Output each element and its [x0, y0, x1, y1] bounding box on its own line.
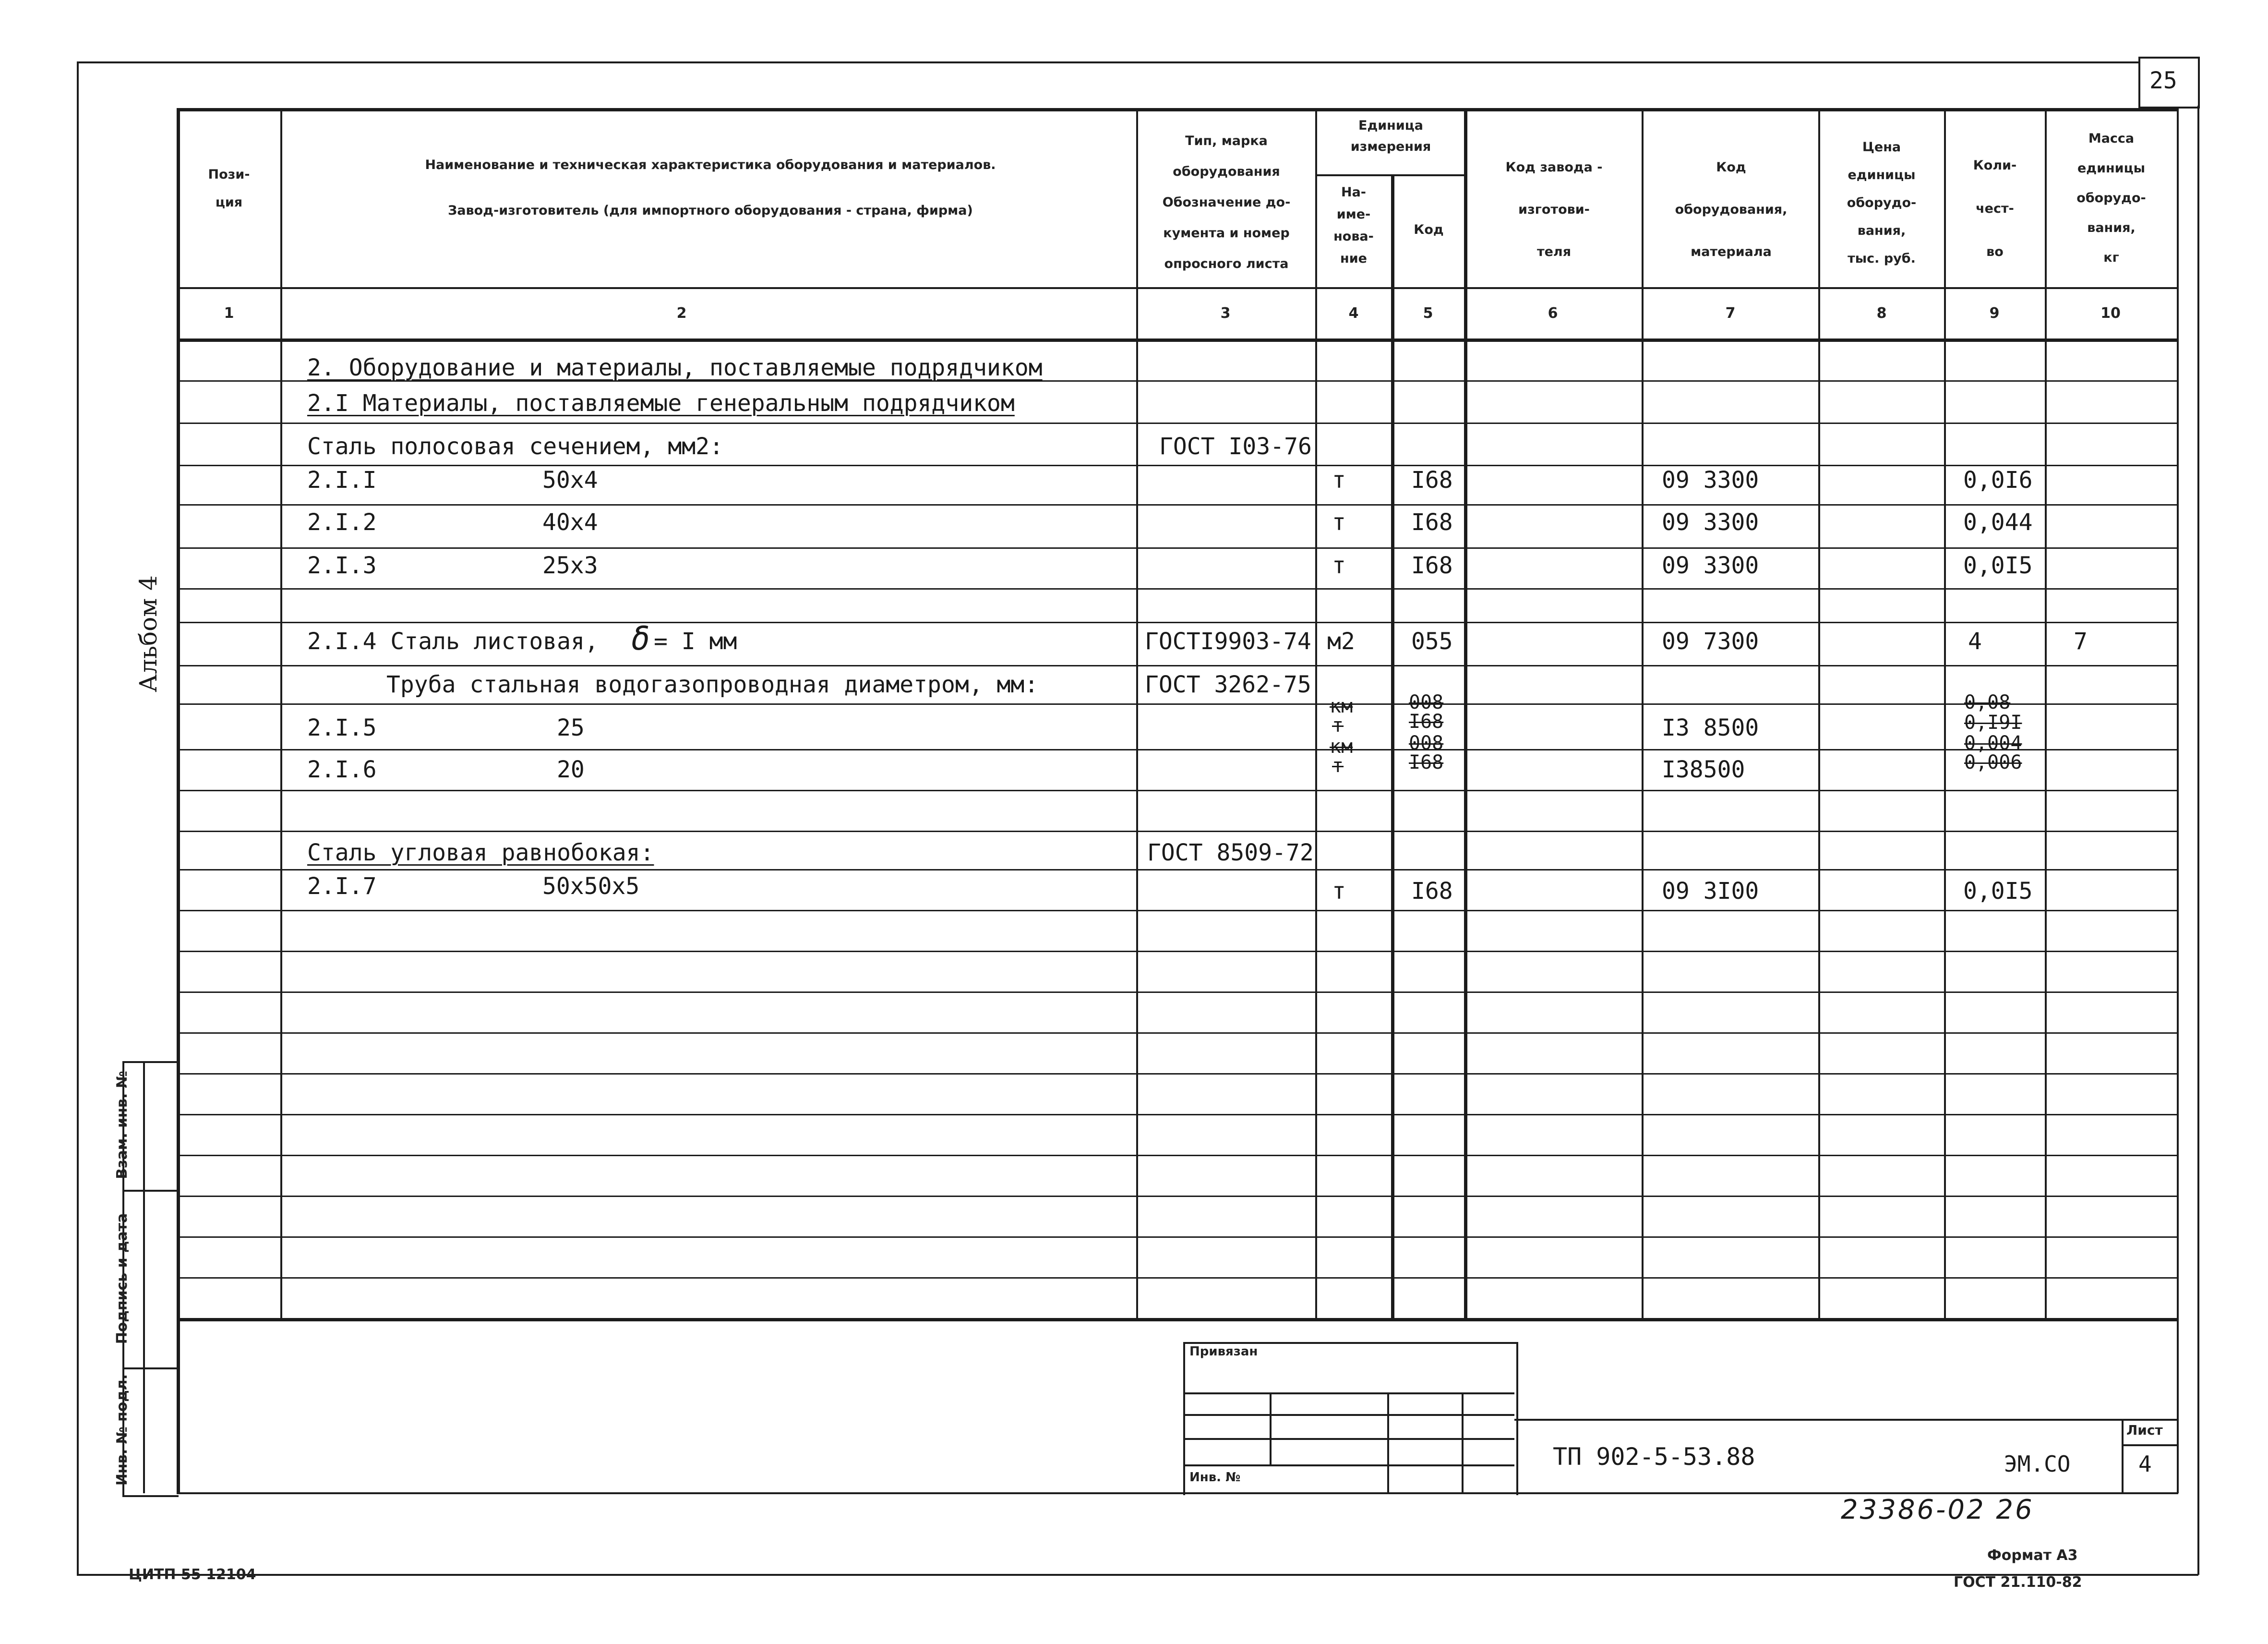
header-mass: Масса единицы оборудо- вания, кг	[2076, 131, 2146, 265]
delta-symbol: δ	[631, 620, 650, 657]
header-name-line2: Завод-изготовитель (для импортного оборудования - страна, фирма)	[448, 203, 973, 218]
col-number: 1	[224, 305, 234, 322]
row-size: 25x3	[542, 552, 598, 579]
col-number: 2	[676, 305, 687, 322]
steel-strip-doc: ГОСТ I03-76	[1159, 433, 1312, 460]
row-mass: 7	[2074, 628, 2088, 655]
row-material-code: 09 3300	[1662, 467, 1759, 494]
row-code-bottom: I68	[1409, 711, 1444, 733]
header-price: Цена единицы оборудо- вания, тыс. руб.	[1847, 140, 1917, 266]
row-unit-code: I68	[1411, 552, 1453, 579]
header-position: Пози- ция	[208, 167, 250, 210]
pipe-doc: ГОСТ 3262-75	[1145, 671, 1311, 698]
row-unit: т	[1332, 467, 1346, 494]
row-size: 50x4	[542, 467, 598, 494]
col-number: 8	[1876, 305, 1887, 322]
col-number: 6	[1548, 305, 1558, 322]
stamp-inv-label: Инв. №	[1189, 1470, 1241, 1485]
row-code-top: 008	[1409, 732, 1444, 754]
album-label: Альбом 4	[134, 575, 162, 692]
row-unit: м2	[1327, 628, 1355, 655]
row-material-code: 09 3300	[1662, 509, 1759, 536]
row-doc: ГОСТI9903-74	[1145, 628, 1311, 655]
row-position: 2.I.5	[307, 714, 377, 741]
col-number: 4	[1348, 305, 1359, 322]
row-material-code: 09 7300	[1662, 628, 1759, 655]
row-unit-code: I68	[1411, 878, 1453, 905]
pipe-name: Труба стальная водогазопроводная диаметром, мм:	[386, 671, 1039, 698]
row-unit-bottom: т	[1332, 755, 1344, 777]
row-position: 2.I.2	[307, 509, 377, 536]
row-qty-top: 0,08	[1964, 691, 2011, 713]
header-qty: Коли- чест- во	[1973, 158, 2017, 259]
row-code-top: 008	[1409, 691, 1444, 713]
side-stamp-podpis: Подпись и дата	[114, 1213, 131, 1344]
row-size: 20	[557, 756, 585, 783]
stamp-list-number: 4	[2138, 1451, 2152, 1477]
row-unit-bottom: т	[1332, 714, 1344, 737]
sheet-number: 25	[2149, 67, 2177, 94]
row-unit: т	[1332, 509, 1346, 536]
section-title: 2. Оборудование и материалы, поставляемые подрядчиком	[307, 354, 1043, 381]
header-name-line1: Наименование и техническая характеристика оборудования и материалов.	[425, 157, 996, 172]
side-stamp-vzam: Взам. инв. №	[114, 1071, 131, 1179]
row-quantity: 4	[1968, 628, 1982, 655]
row-qty-bottom: 0,I9I	[1964, 712, 2022, 734]
stamp-doc-code: ТП 902-5-53.88	[1553, 1443, 1755, 1471]
row-position: 2.I.4 Сталь листовая,	[307, 628, 599, 655]
header-unit-name: На- име- нова- ние	[1333, 185, 1374, 266]
row-quantity: 0,0I6	[1963, 467, 2033, 494]
handwritten-number: 23386-02 26	[1841, 1494, 2034, 1525]
footer-left: ЦИТП 55 12104	[129, 1566, 256, 1583]
row-material-code: I3 8500	[1662, 714, 1759, 741]
row-unit-code: 055	[1411, 628, 1453, 655]
row-code-bottom: I68	[1409, 751, 1444, 774]
stamp-section: ЭМ.СО	[2004, 1451, 2071, 1477]
row-material-code: 09 3300	[1662, 552, 1759, 579]
angle-steel-doc: ГОСТ 8509-72	[1147, 839, 1314, 866]
header-unit: Единица измерения	[1350, 118, 1431, 154]
row-thickness: = I мм	[654, 628, 737, 655]
row-unit-code: I68	[1411, 467, 1453, 494]
row-position: 2.I.6	[307, 756, 377, 783]
header-maker-code: Код заводa - изготови- теля	[1505, 160, 1603, 259]
row-position: 2.I.7	[307, 873, 377, 900]
row-position: 2.I.3	[307, 552, 377, 579]
row-unit: т	[1332, 552, 1346, 579]
col-number: 10	[2100, 305, 2121, 322]
col-number: 5	[1423, 305, 1433, 322]
col-number: 7	[1725, 305, 1736, 322]
row-quantity: 0,0I5	[1963, 878, 2033, 905]
header-type: Тип, марка оборудования Обозначение до- кумента и номер опросного листа	[1162, 133, 1291, 271]
header-unit-code: Код	[1414, 222, 1444, 237]
col-number: 9	[1989, 305, 2000, 322]
row-size: 25	[557, 714, 585, 741]
stamp-list-label: Лист	[2126, 1422, 2163, 1438]
row-qty-top: 0,004	[1964, 732, 2022, 754]
col-number: 3	[1220, 305, 1231, 322]
row-material-code: 09 3I00	[1662, 878, 1759, 905]
row-size: 40x4	[542, 509, 598, 536]
row-size: 50x50x5	[542, 873, 640, 900]
angle-steel-name: Сталь угловая равнобокая:	[307, 839, 654, 866]
row-quantity: 0,044	[1963, 509, 2033, 536]
subsection-title: 2.I Материалы, поставляемые генеральным подрядчиком	[307, 390, 1015, 417]
row-unit-top: км	[1330, 695, 1353, 717]
row-position: 2.I.I	[307, 467, 377, 494]
header-equip-code: Код оборудования, материала	[1675, 160, 1788, 259]
row-qty-bottom: 0,006	[1964, 751, 2022, 774]
steel-strip-name: Сталь полосовая сечением, мм2:	[307, 433, 723, 460]
privyazan-label: Привязан	[1189, 1344, 1258, 1359]
footer-gost: ГОСТ 21.110-82	[1954, 1574, 2082, 1591]
row-unit-code: I68	[1411, 509, 1453, 536]
footer-format: Формат А3	[1987, 1547, 2078, 1564]
row-unit: т	[1332, 878, 1346, 905]
row-quantity: 0,0I5	[1963, 552, 2033, 579]
side-stamp-inv: Инв. № подл.	[114, 1374, 131, 1486]
row-unit-top: км	[1330, 736, 1353, 758]
row-material-code: I38500	[1662, 756, 1745, 783]
